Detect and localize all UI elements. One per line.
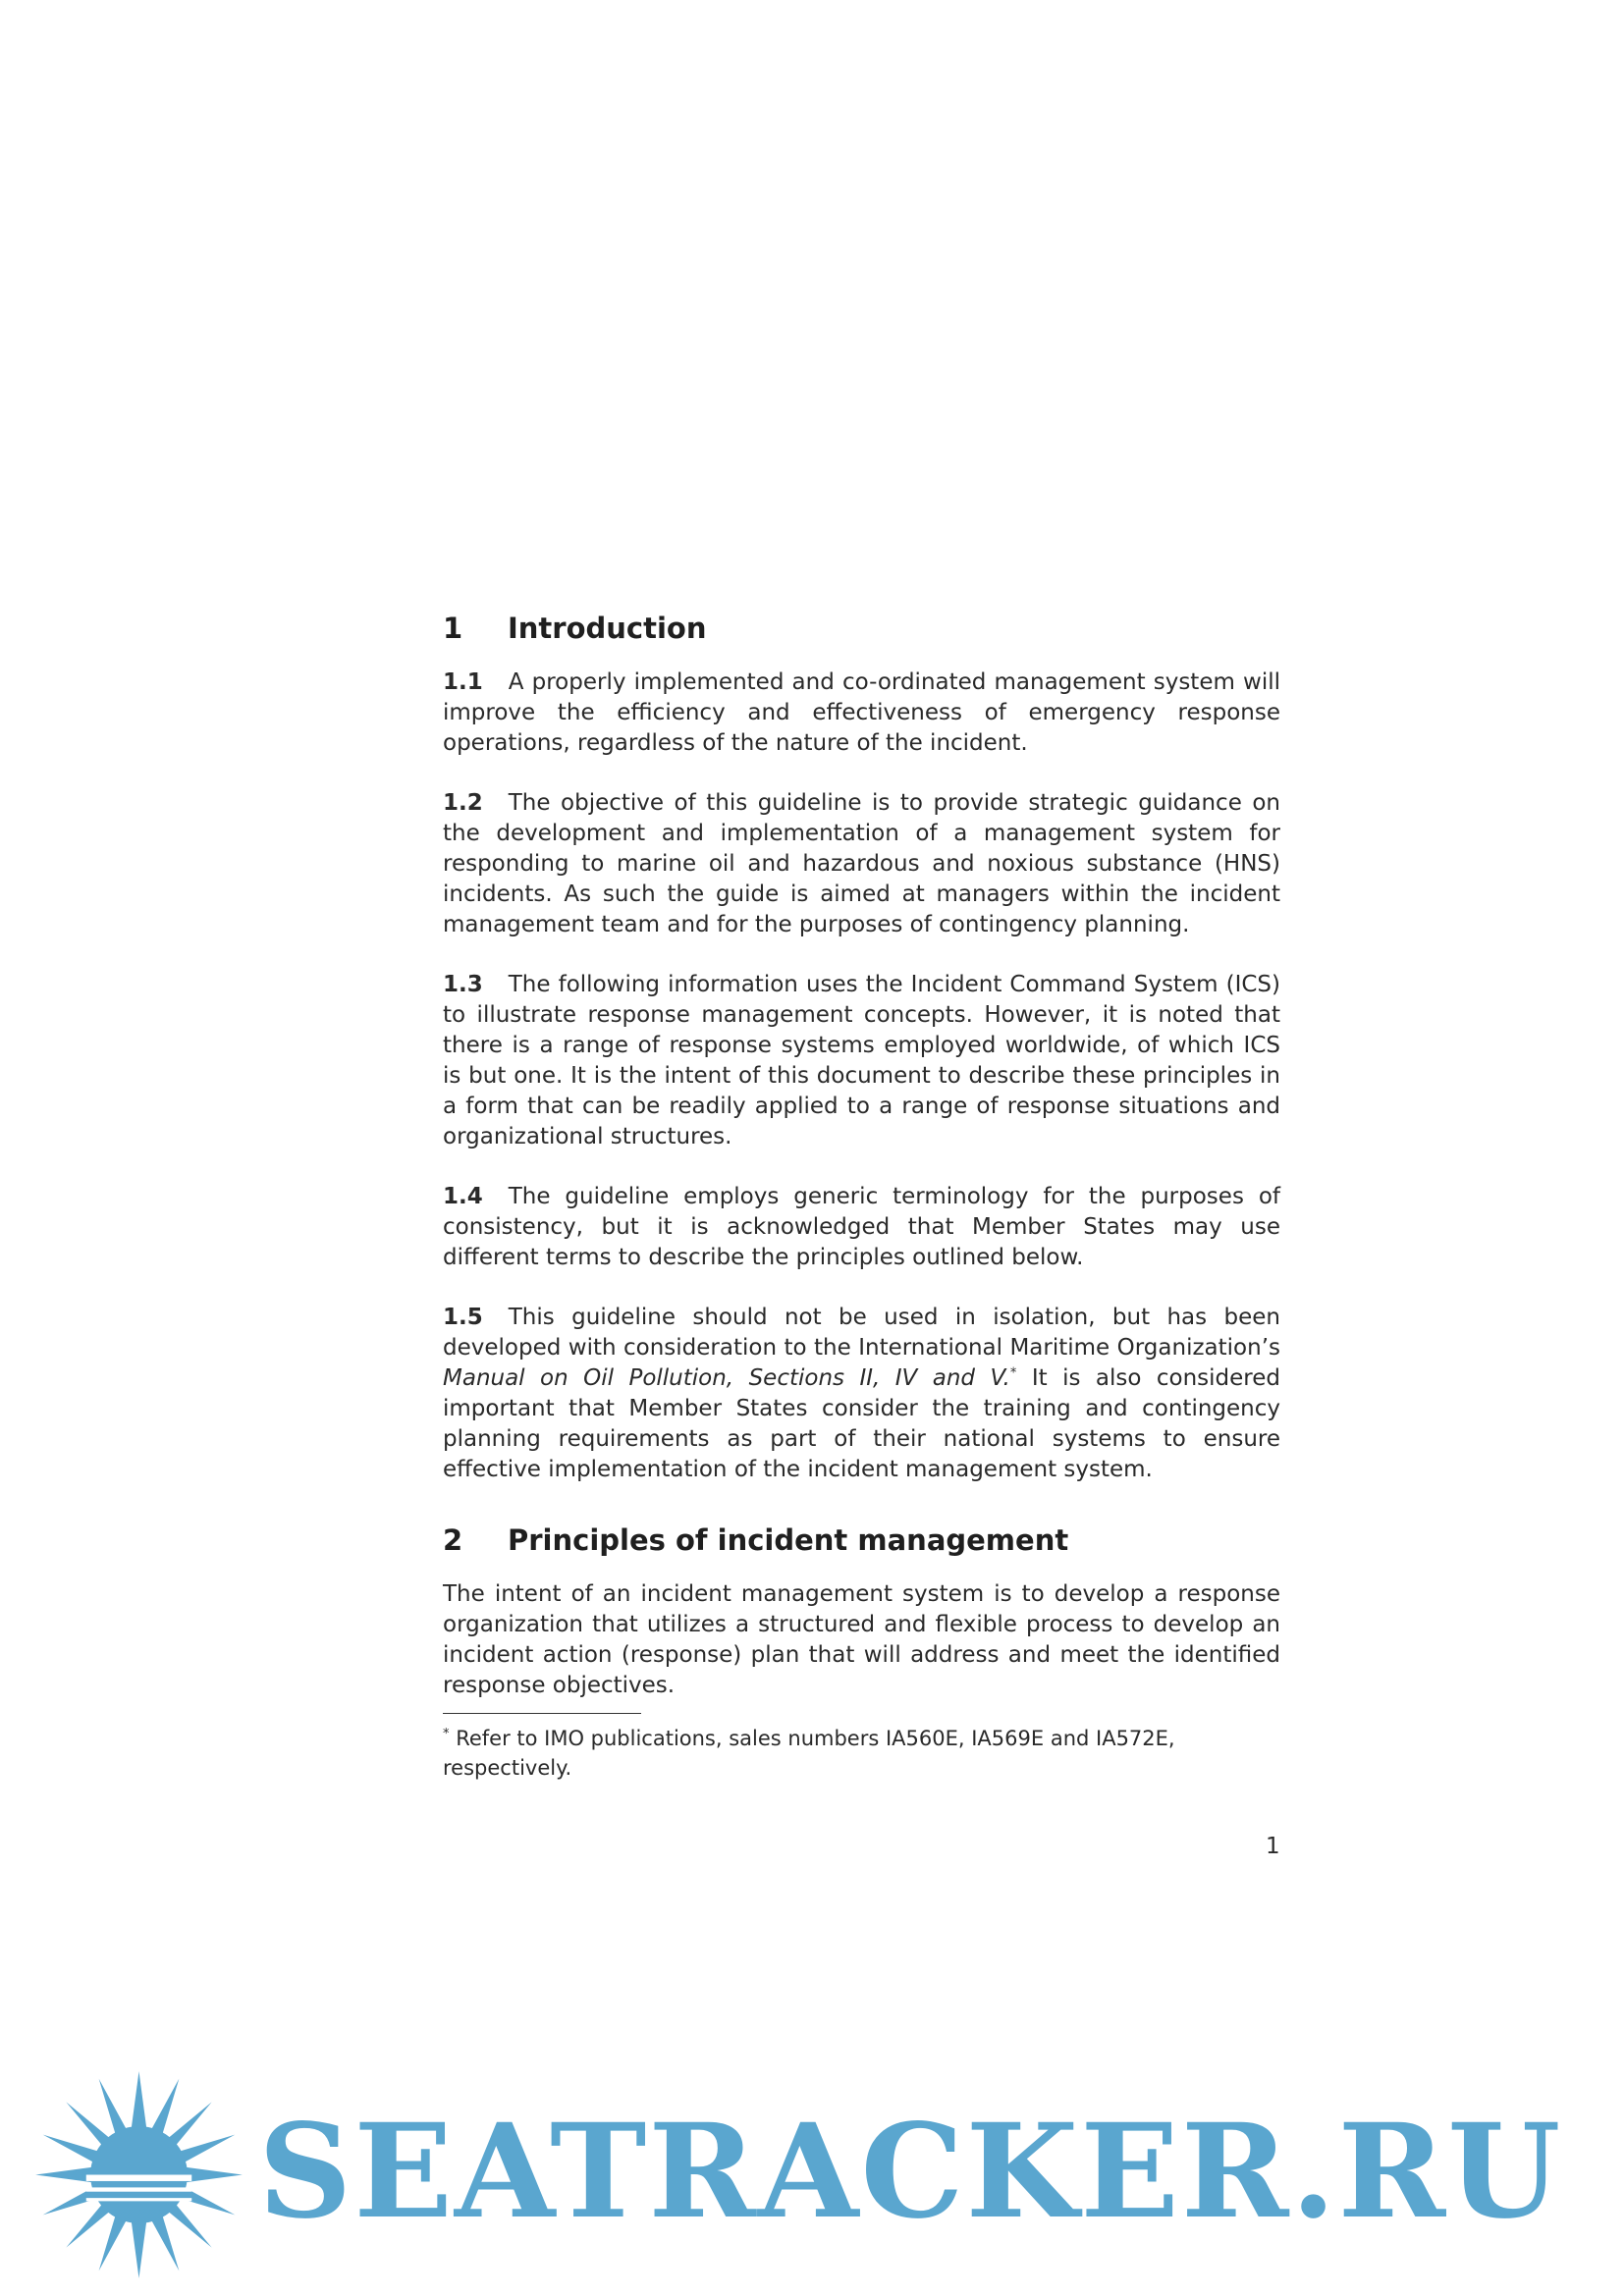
paragraph-text: The guideline employs generic terminology for the purposes of consistency, but it is acknowledged that Member States may use different terms to describe the principles outlined below.	[443, 1184, 1280, 1270]
footnote-divider	[443, 1713, 641, 1714]
paragraph-1-5	[443, 1303, 1280, 1485]
paragraph-number: 1.1	[443, 669, 483, 695]
section-heading-1: 1 Introduction	[443, 612, 707, 645]
publication-title: Manual on Oil Pollution, Sections II, IV and V.	[443, 1365, 1010, 1391]
paragraph-text: The following information uses the Incident Command System (ICS) to illustrate response management concepts. However, it is noted that there is a range of response systems employed worldwide, of which ICS is but one. It is the intent of this document to describe these principles in a form that can be readily applied to a range of response situations and organizational structures.	[443, 972, 1280, 1149]
watermark	[0, 2052, 1624, 2296]
paragraph-number: 1.4	[443, 1184, 483, 1209]
footnote	[443, 1724, 1280, 1783]
paragraph-number: 1.3	[443, 972, 483, 997]
paragraph-text-cont: It is also considered important that Member States consider the training and contingency planning requirements as part of their national systems to ensure effective implementation of the incident management system.	[443, 1365, 1280, 1482]
paragraph-text: A properly implemented and co-ordinated management system will improve the efficiency and effectiveness of emergency response operations, regardless of the nature of the incident.	[443, 669, 1280, 756]
paragraph-1-4	[443, 1182, 1280, 1273]
section-heading-2: 2 Principles of incident management	[443, 1523, 1069, 1557]
footnote-text: Refer to IMO publications, sales numbers IA560E, IA569E and IA572E, respectively.	[443, 1727, 1175, 1780]
paragraph-1-2	[443, 788, 1280, 940]
paragraph-text: The objective of this guideline is to provide strategic guidance on the development and implementation of a management system for responding to marine oil and hazardous and noxious substance (HNS) incidents. As such the guide is aimed at managers within the incident management team and for the purposes of contingency planning.	[443, 790, 1280, 937]
footnote-reference: *	[1009, 1365, 1017, 1381]
sun-icon	[33, 2069, 244, 2280]
paragraph-1-1	[443, 667, 1280, 759]
paragraph-text: This guideline should not be used in isolation, but has been developed with consideration to the International Maritime Organization’s	[443, 1305, 1280, 1361]
paragraph-number: 1.5	[443, 1305, 483, 1330]
footnote-marker: *	[443, 1727, 450, 1741]
page-number: 1	[1266, 1834, 1280, 1859]
paragraph-2-body: The intent of an incident management system is to develop a response organization that utilizes a structured and flexible process to develop an incident action (response) plan that will address and meet the identified response objectives.	[443, 1581, 1280, 1698]
paragraph-1-3	[443, 970, 1280, 1152]
watermark-text: SEATRACKER.RU	[258, 2096, 1563, 2248]
paragraph-number: 1.2	[443, 790, 483, 816]
page-content	[443, 609, 1280, 1783]
